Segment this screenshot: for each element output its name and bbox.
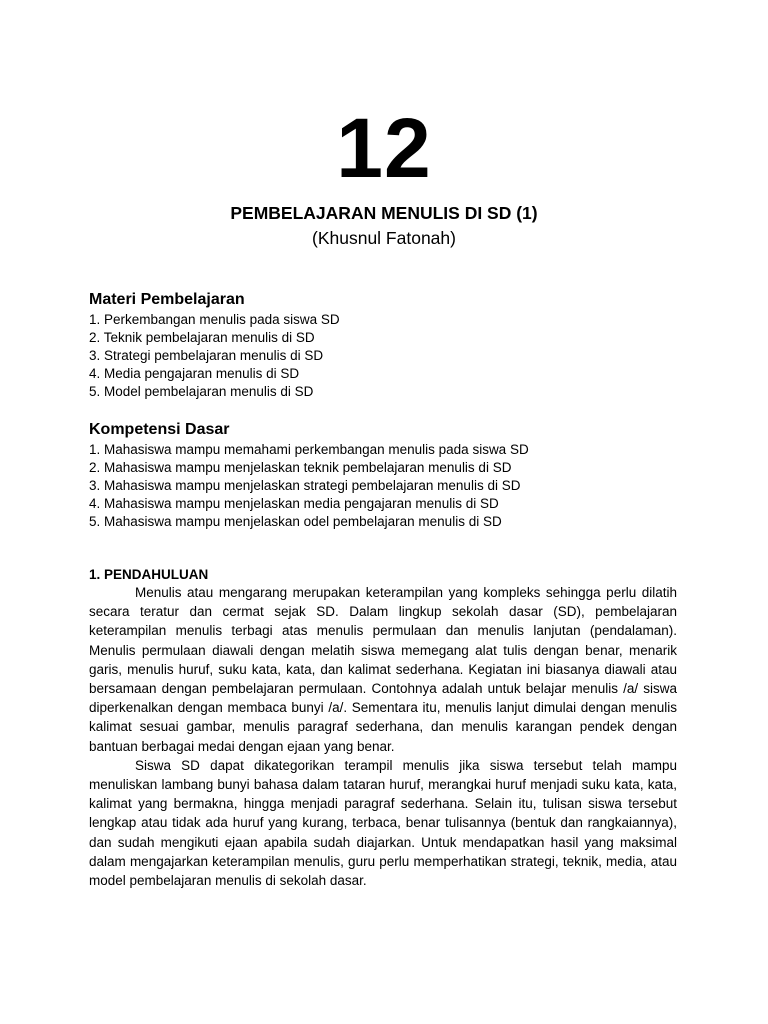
kompetensi-dasar-section bbox=[89, 420, 689, 531]
materi-heading: Materi Pembelajaran bbox=[89, 291, 245, 308]
kompetensi-list-item: 5. Mahasiswa mampu menjelaskan odel pembelajaran menulis di SD bbox=[89, 514, 502, 529]
body-paragraph: Siswa SD dapat dikategorikan terampil menulis jika siswa tersebut telah mampu menuliskan lambang bunyi bahasa dalam tataran huruf, merangkai huruf menjadi suku kata, kata, kalimat yang bermakna, hingga menjadi paragraf sederhana. Selain itu, tulisan siswa tersebut lengkap atau tidak ada huruf yang kurang, terbaca, benar tulisannya (bentuk dan rangkaiannya), dan sudah mengikuti ejaan apabila sudah diajarkan. Untuk mendapatkan hasil yang maksimal dalam mengajarkan keterampilan menulis, guru perlu memperhatikan strategi, teknik, media, atau model pembelajaran menulis di sekolah dasar. bbox=[89, 757, 677, 889]
materi-list-item: 2. Teknik pembelajaran menulis di SD bbox=[89, 330, 315, 345]
kompetensi-list-item: 4. Mahasiswa mampu menjelaskan media pengajaran menulis di SD bbox=[89, 496, 499, 511]
kompetensi-list bbox=[89, 441, 689, 531]
chapter-title: PEMBELAJARAN MENULIS DI SD (1) bbox=[230, 203, 538, 223]
chapter-author: (Khusnul Fatonah) bbox=[312, 228, 456, 248]
kompetensi-heading: Kompetensi Dasar bbox=[89, 421, 230, 438]
kompetensi-list-item: 3. Mahasiswa mampu menjelaskan strategi pembelajaran menulis di SD bbox=[89, 478, 521, 493]
materi-pembelajaran-section bbox=[89, 290, 689, 401]
body-paragraph: Menulis atau mengarang merupakan keterampilan yang kompleks sehingga perlu dilatih secara teratur dan cermat sejak SD. Dalam lingkup sekolah dasar (SD), pembelajaran keterampilan menulis terbagi atas menulis permulaan dan menulis lanjutan (pendalaman). Menulis permulaan diawali dengan melatih siswa memegang alat tulis dengan benar, menarik garis, menulis huruf, suku kata, kata, dan kalimat sederhana. Kegiatan ini biasanya diawali atau bersamaan dengan pembelajaran permulaan. Contohnya adalah untuk belajar menulis /a/ siswa diperkenalkan dengan membaca bunyi /a/. Sementara itu, menulis lanjut dimulai dengan menulis kalimat sesuai gambar, menulis paragraf sederhana, dan menulis karangan pendek dengan bantuan berbagai medai dengan ejaan yang benar. bbox=[89, 585, 677, 754]
kompetensi-list-item: 2. Mahasiswa mampu menjelaskan teknik pembelajaran menulis di SD bbox=[89, 460, 512, 475]
materi-list-item: 1. Perkembangan menulis pada siswa SD bbox=[89, 312, 340, 327]
materi-list-item: 3. Strategi pembelajaran menulis di SD bbox=[89, 348, 324, 363]
materi-list-item: 5. Model pembelajaran menulis di SD bbox=[89, 384, 314, 399]
materi-list bbox=[89, 311, 689, 401]
chapter-number: 12 bbox=[336, 101, 432, 195]
kompetensi-list-item: 1. Mahasiswa mampu memahami perkembangan menulis pada siswa SD bbox=[89, 442, 529, 457]
materi-list-item: 4. Media pengajaran menulis di SD bbox=[89, 366, 300, 381]
pendahuluan-heading: 1. PENDAHULUAN bbox=[89, 567, 209, 582]
pendahuluan-section bbox=[89, 566, 677, 890]
